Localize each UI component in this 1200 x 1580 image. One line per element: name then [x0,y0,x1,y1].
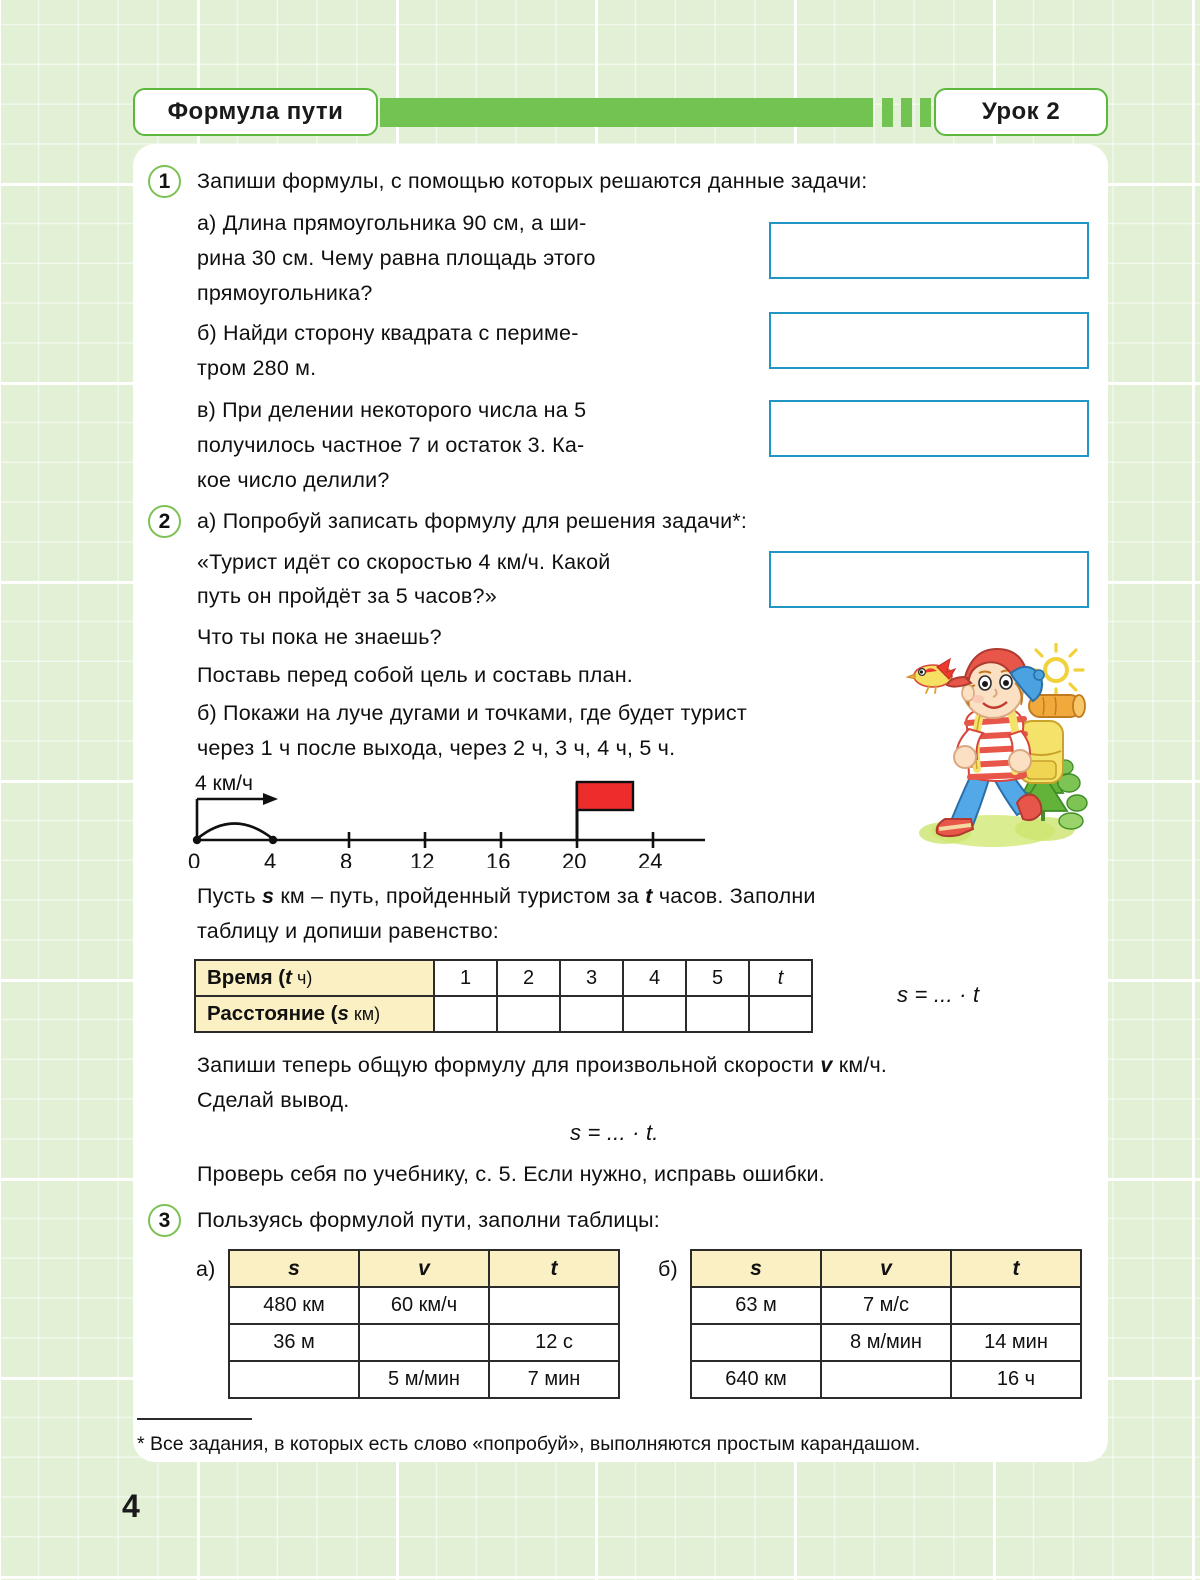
distance-cell[interactable] [497,996,560,1032]
hour-arc-0-to-4 [197,824,273,840]
task3-label-a: а) [196,1257,216,1281]
tick-label-20: 20 [562,849,587,868]
footnote-text: * Все задания, в которых есть слово «попробуй», выполняются простым карандашом. [137,1433,921,1455]
task2-let-line1 [197,886,816,908]
number-line-speed-label: 4 км/ч [195,772,253,795]
lesson-number-text: Урок 2 [981,98,1061,125]
task1-prompt: Запиши формулы, с помощью которых решаются данные задачи: [197,169,868,193]
task2-check-text: Проверь себя по учебнику, с. 5. Если нужно, исправь ошибки. [197,1162,825,1186]
cell-v[interactable]: 8 м/мин [821,1324,951,1361]
table-row [691,1361,1081,1398]
cell-t[interactable] [489,1287,619,1324]
let-line1-var-t: t [645,884,653,908]
let-line1-part-a: Пусть [197,884,256,908]
speed-arrow-head [263,793,278,805]
cell-v[interactable]: 5 м/мин [359,1361,489,1398]
table-row [229,1287,619,1324]
time-cell[interactable]: 3 [560,960,623,996]
lesson-number-pill [934,88,1108,136]
task2-part-b-line1: б) Покажи на луче дугами и точками, где будет турист [197,701,747,725]
number-line-diagram [183,768,713,868]
header-dash-3 [920,98,931,127]
table-row [691,1287,1081,1324]
column-header-v: v [359,1250,489,1287]
point-0 [193,836,201,844]
time-distance-table [194,959,813,1033]
page-header [133,88,1108,136]
task2-question: Что ты пока не знаешь? [197,625,442,649]
svt-table-a [228,1249,620,1399]
task3-prompt: Пользуясь формулой пути, заполни таблицы: [197,1208,660,1232]
tick-label-0: 0 [188,849,201,868]
cell-s[interactable]: 480 км [229,1287,359,1324]
tick-label-4: 4 [264,849,277,868]
task2-problem-line1: «Турист идёт со скоростью 4 км/ч. Какой [197,550,611,574]
row-label-distance [195,996,434,1032]
task-number-2 [148,505,181,538]
table-row-distance [195,996,812,1032]
task1-answer-box-c[interactable] [769,400,1089,457]
table-row [691,1324,1081,1361]
time-cell[interactable]: 1 [434,960,497,996]
task-number-3-text: 3 [158,1208,171,1232]
task2-let-line2: таблицу и допиши равенство: [197,919,499,943]
time-cell[interactable]: 4 [623,960,686,996]
topic-title-pill [133,88,378,136]
cell-v[interactable] [359,1324,489,1361]
point-4 [269,836,277,844]
formula-s-equals-dots-t-center: s = ... · t. [570,1120,659,1145]
right-hand [1009,750,1031,772]
task1-item-b-line2: тром 280 м. [197,356,317,380]
let-line1-part-c: часов. Заполни [658,884,816,908]
task2-problem-line2: путь он пройдёт за 5 часов?» [197,584,497,608]
formula-s-equals-dots-t-side: s = ... · t [897,982,980,1007]
distance-cell[interactable] [623,996,686,1032]
task1-item-c-line3: кое число делили? [197,468,390,492]
let-line1-part-b: км – путь, пройденный туристом за [280,884,640,908]
task-number-1 [148,165,181,198]
column-header-t: t [951,1250,1081,1287]
footnote-rule [137,1418,252,1420]
task1-item-a-line3: прямоугольника? [197,281,373,305]
distance-cell[interactable] [434,996,497,1032]
header-dash-2 [901,98,912,127]
table-header-row [229,1250,619,1287]
tick-label-16: 16 [486,849,511,868]
table-row [229,1324,619,1361]
let-line1-var-s: s [261,884,275,908]
boy-hiker-illustration [893,643,1093,853]
cell-v[interactable]: 60 км/ч [359,1287,489,1324]
distance-cell[interactable] [560,996,623,1032]
table-row-time [195,960,812,996]
backpack-icon [1019,695,1085,783]
task1-item-c-line2: получилось частное 7 и остаток 3. Ка- [197,433,585,457]
task2-general-line1 [197,1055,887,1077]
row-label-distance-var: s [337,1002,349,1025]
flag-banner [577,782,633,810]
task2-goal: Поставь перед собой цель и составь план. [197,663,633,687]
row-label-time-unit: ч) [291,968,313,988]
cell-t[interactable] [951,1287,1081,1324]
cell-t[interactable]: 7 мин [489,1361,619,1398]
task-number-1-text: 1 [158,169,171,193]
column-header-v: v [821,1250,951,1287]
svt-table-b [690,1249,1082,1399]
row-label-distance-unit: км) [348,1004,381,1024]
bird-icon [907,659,955,693]
cell-v[interactable]: 7 м/с [821,1287,951,1324]
time-cell-variable[interactable]: t [749,960,812,996]
distance-cell[interactable] [686,996,749,1032]
page-number: 4 [122,1488,140,1524]
task1-answer-box-b[interactable] [769,312,1089,369]
cell-s[interactable] [691,1324,821,1361]
table-header-row [691,1250,1081,1287]
topic-title-text: Формула пути [167,98,344,125]
column-header-s: s [691,1250,821,1287]
cell-s[interactable]: 640 км [691,1361,821,1398]
task-number-3 [148,1204,181,1237]
cell-s[interactable]: 63 м [691,1287,821,1324]
row-label-time-main: Время ( [207,966,286,989]
task1-item-a-line2: рина 30 см. Чему равна площадь этого [197,246,596,270]
general-line1-var-v: v [820,1053,833,1077]
tick-label-12: 12 [410,849,435,868]
column-header-s: s [229,1250,359,1287]
general-line1-part-a: Запиши теперь общую формулу для произвольной скорости [197,1053,815,1077]
task3-label-b: б) [658,1257,678,1281]
task1-item-c-line1: в) При делении некоторого числа на 5 [197,398,587,422]
time-cell[interactable]: 5 [686,960,749,996]
task2-answer-box[interactable] [769,551,1089,608]
header-dash-1 [882,98,893,127]
cell-t[interactable]: 12 с [489,1324,619,1361]
general-line1-part-b: км/ч. [838,1053,888,1077]
column-header-t: t [489,1250,619,1287]
time-cell[interactable]: 2 [497,960,560,996]
task2-general-line2: Сделай вывод. [197,1088,350,1112]
task2-part-b-line2: через 1 ч после выхода, через 2 ч, 3 ч, 4 ч, 5 ч. [197,736,676,760]
row-label-distance-main: Расстояние ( [207,1002,338,1025]
tick-label-24: 24 [638,849,663,868]
cell-t[interactable]: 14 мин [951,1324,1081,1361]
task1-item-a-line1: а) Длина прямоугольника 90 см, а ши- [197,211,587,235]
row-label-time [195,960,434,996]
task2-part-a-prompt: а) Попробуй записать формулу для решения задачи*: [197,509,748,533]
cell-t[interactable]: 16 ч [951,1361,1081,1398]
table-row [229,1361,619,1398]
distance-cell[interactable] [749,996,812,1032]
row-label-time-var: t [285,966,292,989]
task-number-2-text: 2 [158,509,171,533]
tick-label-8: 8 [340,849,353,868]
task1-answer-box-a[interactable] [769,222,1089,279]
header-green-bar [380,98,873,127]
left-hand [954,746,976,768]
cell-s[interactable]: 36 м [229,1324,359,1361]
cell-s[interactable] [229,1361,359,1398]
cell-v[interactable] [821,1361,951,1398]
task1-item-b-line1: б) Найди сторону квадрата с периме- [197,321,579,345]
